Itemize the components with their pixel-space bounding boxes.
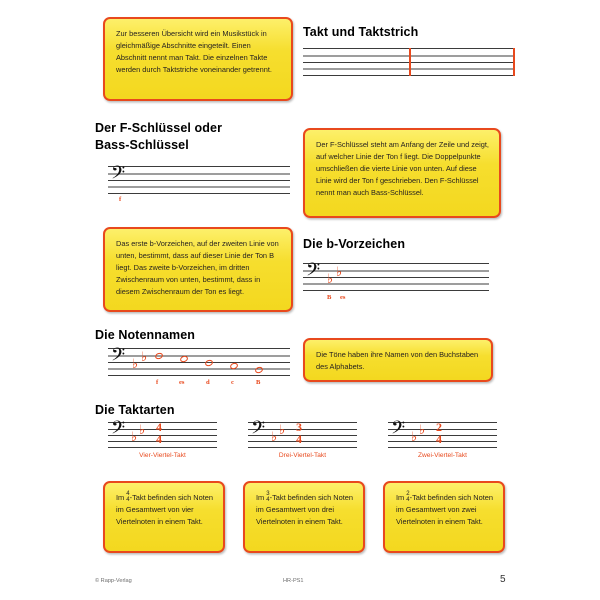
- note-box-taktart-2: [243, 481, 365, 553]
- heading-line-1: Der F-Schlüssel oder: [95, 121, 223, 135]
- staff-note-label: d: [206, 379, 210, 386]
- time-signature: [152, 421, 166, 445]
- time-signature-top: 4: [156, 420, 162, 434]
- time-signature-bottom: 4: [156, 432, 162, 447]
- caption-taktart-3: Zwei-Viertel-Takt: [418, 452, 467, 459]
- note-text-pre: Im: [256, 493, 267, 502]
- heading-b-vorzeichen: Die b-Vorzeichen: [303, 237, 406, 251]
- flat-icon: ♭: [279, 423, 286, 438]
- footer-code: HR-PS1: [283, 578, 304, 584]
- staff-taktart-1: [108, 418, 217, 448]
- note-box-taktart-1: [103, 481, 225, 553]
- heading-notennamen: Die Notennamen: [95, 328, 196, 342]
- page-number: 5: [500, 574, 506, 585]
- time-signature: [432, 421, 446, 445]
- time-signature-bottom: 4: [296, 432, 302, 447]
- note-text-post: -Takt befinden sich Noten im Gesamtwert von drei Viertelnoten in einem Takt.: [256, 493, 354, 526]
- staff-taktart-2: [248, 418, 357, 448]
- flat-icon: ♭: [336, 265, 343, 280]
- staff-b-vorzeichen: [303, 260, 489, 301]
- barline: [513, 48, 515, 76]
- flat-icon: ♭: [327, 272, 334, 287]
- caption-taktart-2: Drei-Viertel-Takt: [278, 452, 327, 459]
- flat-icon: ♭: [131, 430, 138, 445]
- staff-notennamen: [108, 345, 290, 386]
- bass-clef-icon: 𝄢: [306, 260, 321, 285]
- barline: [409, 48, 411, 76]
- staff-note-label: es: [340, 294, 346, 301]
- staff-note-label: c: [231, 379, 234, 386]
- fraction-bottom: 4: [126, 497, 130, 504]
- note-box-b-vorzeichen: Das erste b-Vorzeichen, auf der zweiten Linie von unten, bestimmt, dass auf dieser Linie der Ton B liegt. Das zweite b-Vorzeichen, im dritten Zwischenraum von unten, bestimmt, dass in diesem Zwischenraum der Ton es liegt.: [103, 227, 293, 312]
- time-signature-top: 3: [296, 420, 302, 434]
- note-text-pre: Im: [116, 493, 127, 502]
- note-text-pre: Im: [396, 493, 407, 502]
- notehead: [229, 362, 239, 370]
- staff-note-label: B: [327, 294, 332, 301]
- note-box-notennamen: Die Töne haben ihre Namen von den Buchstaben des Alphabets.: [303, 338, 493, 382]
- footer-copyright: © Rapp-Verlag: [95, 578, 132, 584]
- staff-takt: [303, 48, 515, 76]
- note-text-post: -Takt befinden sich Noten im Gesamtwert von vier Viertelnoten in einem Takt.: [116, 493, 214, 526]
- bass-clef-icon: 𝄢: [111, 418, 126, 443]
- fraction-top: 3: [266, 491, 270, 498]
- notehead: [254, 366, 264, 374]
- heading-takt: Takt und Taktstrich: [303, 25, 419, 39]
- note-text-post: -Takt befinden sich Noten im Gesamtwert von zwei Viertelnoten in einem Takt.: [396, 493, 494, 526]
- heading-taktarten: Die Taktarten: [95, 403, 175, 417]
- flat-icon: ♭: [139, 423, 146, 438]
- caption-taktart-1: Vier-Viertel-Takt: [139, 452, 186, 459]
- staff-f-schluessel: [108, 163, 290, 203]
- notehead: [179, 355, 189, 363]
- staff-note-label: es: [179, 379, 185, 386]
- staff-note-label: f: [119, 196, 122, 203]
- time-signature-top: 2: [436, 420, 442, 434]
- bass-clef-icon: 𝄢: [111, 345, 126, 370]
- flat-icon: ♭: [141, 350, 148, 365]
- fraction-top: 4: [126, 491, 130, 498]
- fraction-top: 2: [406, 491, 410, 498]
- flat-icon: ♭: [271, 430, 278, 445]
- notehead: [204, 359, 214, 367]
- flat-icon: ♭: [419, 423, 426, 438]
- fraction-bottom: 4: [406, 497, 410, 504]
- bass-clef-icon: 𝄢: [251, 418, 266, 443]
- staff-note-label: B: [256, 379, 261, 386]
- time-signature-bottom: 4: [436, 432, 442, 447]
- note-box-f-schluessel: Der F-Schlüssel steht am Anfang der Zeile und zeigt, auf welcher Linie der Ton f liegt. Die Doppelpunkte umschließen die vierte Linie von unten. Auf diese Linie wird der Ton f geschrieben. Den F-Schlüssel nennt man auch Bass-Schlüssel.: [303, 128, 501, 218]
- notehead: [154, 352, 164, 360]
- heading-line-2: Bass-Schlüssel: [95, 137, 189, 152]
- staff-note-label: f: [156, 379, 159, 386]
- heading-f-schluessel: [95, 120, 305, 153]
- fraction-bottom: 4: [266, 497, 270, 504]
- note-box-takt: Zur besseren Übersicht wird ein Musikstück in gleichmäßige Abschnitte eingeteilt. Einen Abschnitt nennt man Takt. Die einzelnen Takte werden durch Taktstriche voneinander getrennt.: [103, 17, 293, 101]
- note-box-taktart-3: [383, 481, 505, 553]
- time-signature: [292, 421, 306, 445]
- flat-icon: ♭: [411, 430, 418, 445]
- flat-icon: ♭: [132, 357, 139, 372]
- staff-taktart-3: [388, 418, 497, 448]
- bass-clef-icon: 𝄢: [111, 163, 126, 188]
- bass-clef-icon: 𝄢: [391, 418, 406, 443]
